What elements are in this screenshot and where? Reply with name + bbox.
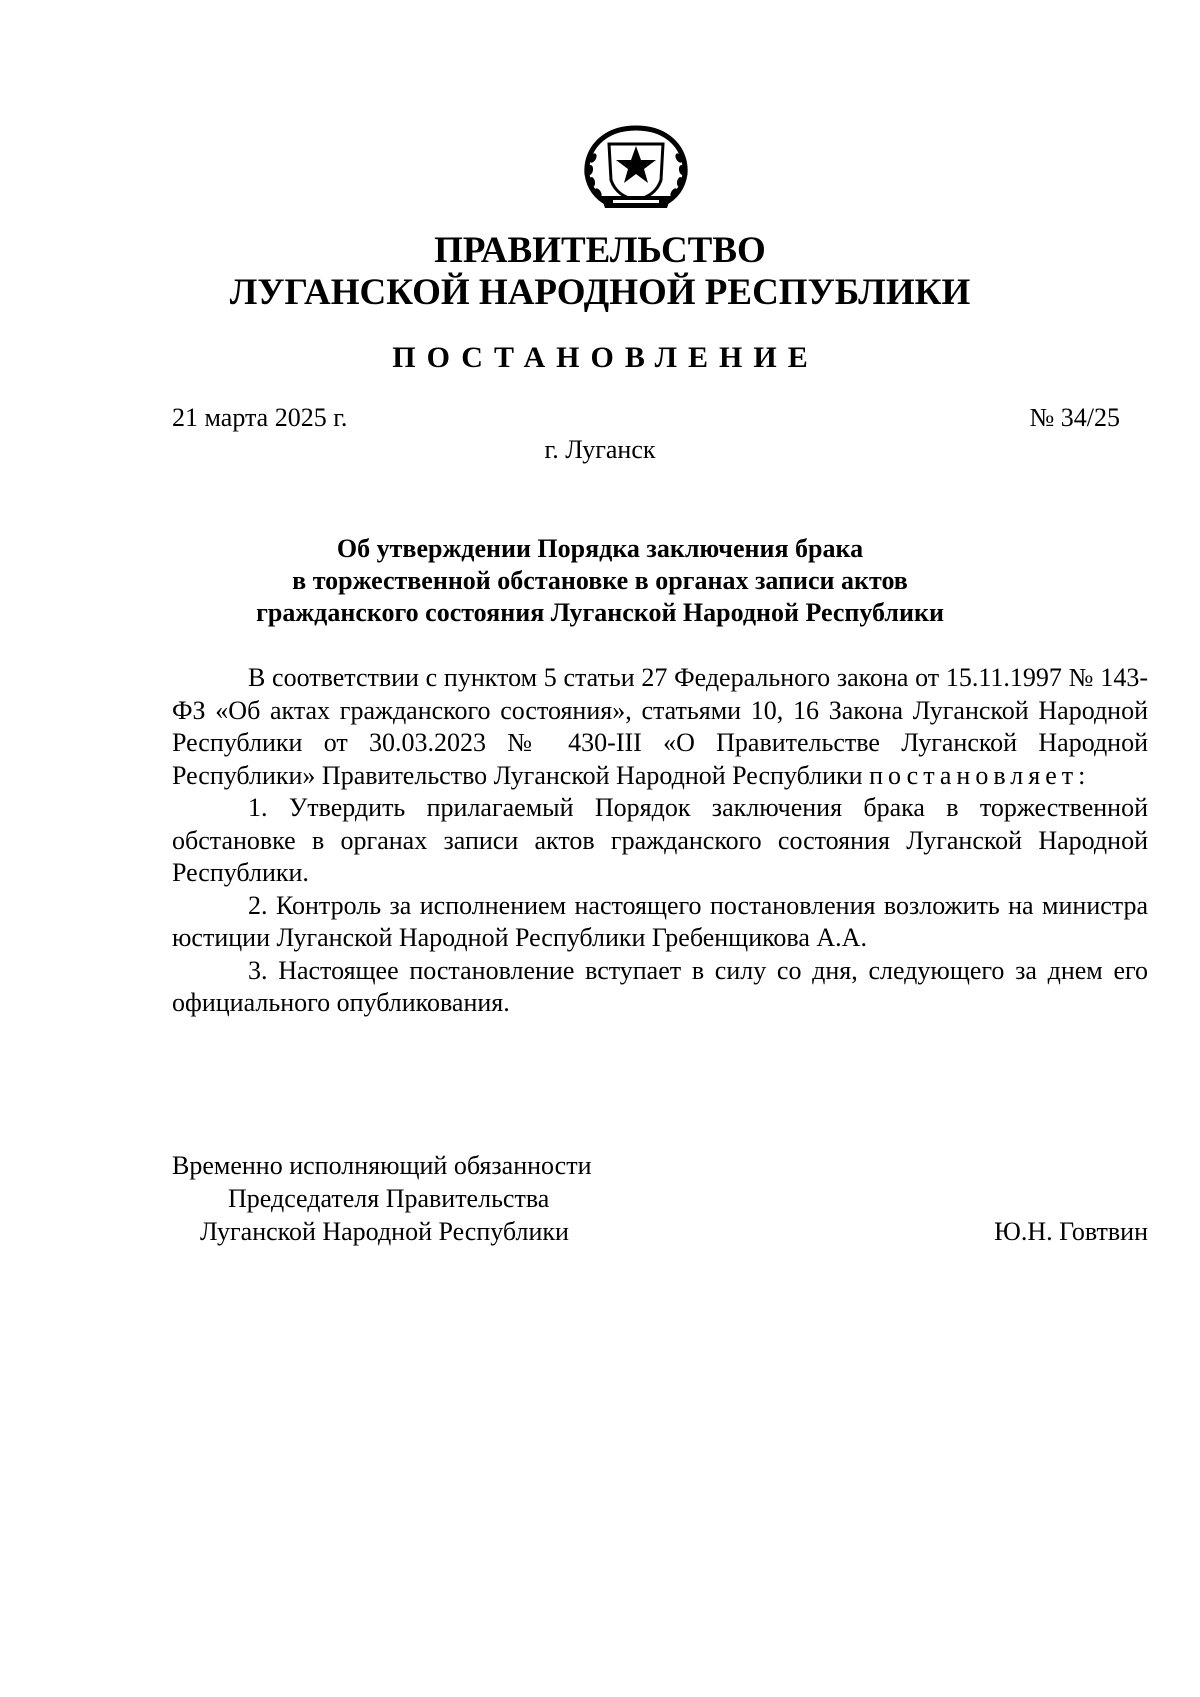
clause-3: 3. Настоящее постановление вступает в силу со дня, следующего за днем его официального опубликования. [172,955,1148,1017]
signatory-position [172,1149,652,1248]
document-number: № 34/25 [1029,403,1120,432]
subject-line: в торжественной обстановке в органах записи актов [292,566,908,595]
position-line: Председателя Правительства [228,1184,550,1213]
clause-1: 1. Утвердить прилагаемый Порядок заключения брака в торжественной обстановке в органах записи актов гражданского состояния Луганской Народной Республики. [172,793,1148,887]
document-body [172,662,1148,1020]
position-line: Временно исполняющий обязанности [172,1151,592,1180]
preamble-paragraph [172,662,1148,792]
document-date: 21 марта 2025 г. [172,403,348,432]
clause-2: 2. Контроль за исполнением настоящего постановления возложить на министра юстиции Луганской Народной Республики Гребенщикова А.А. [172,890,1148,952]
government-subtitle: ЛУГАНСКОЙ НАРОДНОЙ РЕСПУБЛИКИ [229,272,971,313]
position-line: Луганской Народной Республики [200,1217,569,1246]
resolves-word: постановляет: [869,760,1091,790]
subject-line: гражданского состояния Луганской Народной Республики [256,598,944,627]
coat-of-arms-icon [573,122,699,210]
signatory-name: Ю.Н. Говтвин [994,1217,1148,1246]
document-subject [0,533,1200,629]
document-type: ПОСТАНОВЛЕНИЕ [392,341,819,374]
preamble-text: В соответствии с пунктом 5 статьи 27 Федерального закона от 15.11.1997 № 143-ФЗ «Об актах гражданского состояния», статьями 10, 16 Закона Луганской Народной Республики от 30.03.2023 № 430-III «О Правительстве Луганской Народной Республики» Правительство Луганской Народной Республики [172,663,1148,790]
document-city: г. Луганск [544,435,656,464]
government-title: ПРАВИТЕЛЬСТВО [434,230,766,271]
subject-line: Об утверждении Порядка заключения брака [336,534,864,563]
